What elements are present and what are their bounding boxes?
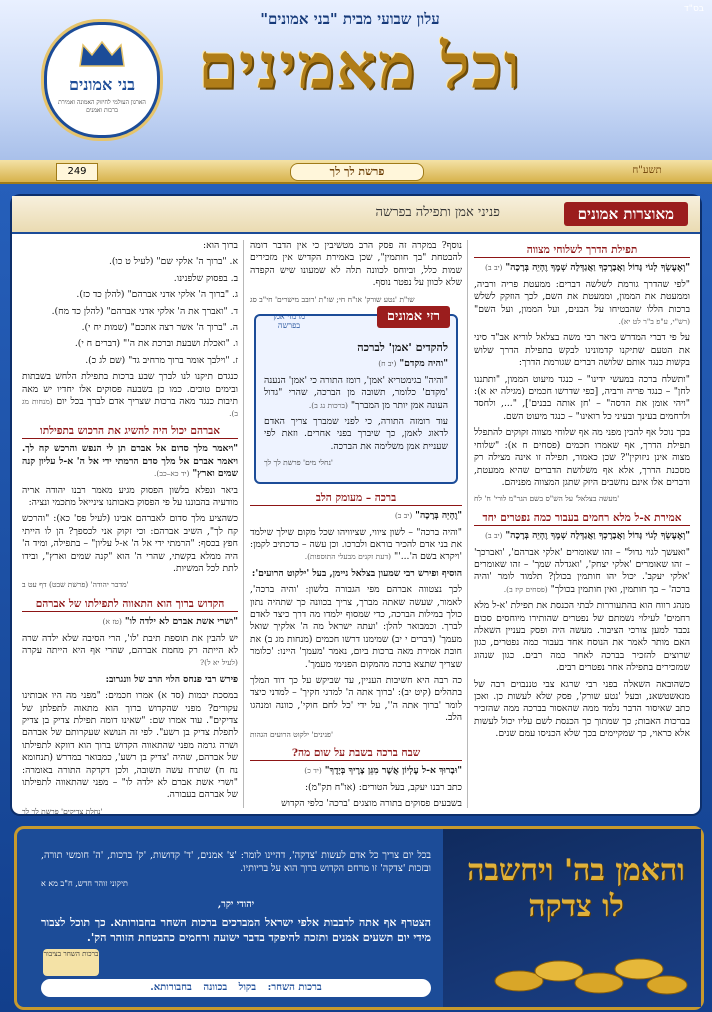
main-panel bbox=[12, 196, 700, 814]
parsha-name: פרשת לך לך bbox=[290, 163, 424, 181]
masthead-subtitle: עלון שבועי מבית "בני אמונים" bbox=[260, 10, 440, 28]
paragraph: "והיה" בגימטריא 'אמן', רומז התורה כי 'אמן' הנענה 'מקדם' כלומר, תשובה מן הברכה, שהרי "גדול העונה אמן יותר מן המברך" bbox=[264, 374, 448, 411]
paragraph: לכך נצטווה אברהם מפי הגבורה בלשון: 'והיה ברכה', לאמור, שעשה שאתה מברך, צריך בכוונה כך שתהיה נתון כולך במילות הברכה, כדי שמסוף ילמדו מה דרך כיצד לאדם לברך. וכמבואר להלן: 'ועתה ישראל מה ה' אלקיך שואל מעמך' (דברים י יב) שמימנו דרשו חכמים (מנחות מג ב) את חובת אמירת מאה ברכות ביום, נאמר 'מעמך' היינו: 'כלומר שצריך שתצא ברכה מהמקום הפנימי מעמך'. bbox=[250, 584, 462, 670]
list-item: ג. "ברוך ה' אלקי אדני אברהם" (להלן כד כז). bbox=[76, 289, 238, 301]
inset-title: להקדים 'אמן' לברכה bbox=[357, 341, 448, 355]
list-item: ה. "ברוך ה' אשר רצה אתכם" (שמות יח י). bbox=[81, 322, 238, 334]
column-divider bbox=[467, 240, 468, 808]
article-heading: ברכה – מעומק הלב bbox=[250, 492, 462, 506]
promo-source: תיקוני זוהר חדש, ח"ב מא א bbox=[41, 879, 128, 888]
verse-quote: "וְאֶעֶשְׂךָ לְגוֹי גָּדוֹל וַאֲבָרֶכְךָ וַאֲגַדְּלָה שְׁמֶךָ וֶהְיֵה בְּרָכָה" bbox=[505, 530, 690, 542]
promo-bar-item: בקול bbox=[238, 982, 257, 993]
paragraph: "ואעשך לגוי גדול" – זהו שאומרים 'אלקי אברהם', 'ואברכך' – זהו שאומרים 'אלקי יצחק', 'ואגדלה שמך' – זהו שאומרים 'אלקי יעקב'. יכול יהו חותמין בכולן? תלמוד לומר 'והיה ברכה' – בך חותמין, ואין חותמין בכולך" bbox=[474, 546, 690, 595]
logo-text: בני אמונים bbox=[69, 75, 135, 94]
section-title: מאוצרות אמונים bbox=[564, 202, 688, 226]
source-citation: (לעיל יא ל)? bbox=[200, 658, 238, 668]
article-source: 'מדבר יהודה' (פרשת שבט) דף עט ב bbox=[22, 580, 129, 590]
list-item: ד. "ואברך את ה' אלקי אדני אברהם" (להלן כד מח). bbox=[51, 305, 238, 317]
paragraph: יש להבין את תוספת תיבת 'לו', הרי הסיבה שלא ילדה שרה לא הייתה רק מחמת אברהם, שהרי אף היא הייתה עקרה bbox=[22, 632, 238, 656]
year-label: תשע"ח bbox=[632, 165, 662, 176]
list-item: א. "ברוך ה' אלקי שם" (לעיל ט כו). bbox=[108, 256, 238, 268]
promo-text bbox=[41, 849, 431, 945]
article-heading: הקדוש ברוך הוא התאווה לתפילתו של אברהם bbox=[22, 598, 238, 612]
issue-number: 249 bbox=[56, 163, 98, 181]
paragraph: פירש רבי פנחס הלוי הרב של וונגרוב: bbox=[105, 673, 238, 685]
article-heading: תפילת הדרך לשלוחי מצווה bbox=[474, 244, 690, 258]
crown-icon bbox=[77, 39, 127, 69]
masthead-title: וכל מאמינים bbox=[198, 30, 522, 103]
article-columns bbox=[22, 240, 690, 816]
paragraph: הוסיף ופירש רבי שמעון בצלאל ניימן, בעל 'ילקוט הרועים': bbox=[251, 567, 462, 579]
promo-call: הצטרף אף אתה לרבבות אלפי ישראל המברכים ברכות השחר בחבורותא. כך תוכל לצבור מידי יום תשעים אמנים ותזכה להיפקד בדבר ישועה ורחמים כהבטחת הזוהר הק'. bbox=[41, 916, 431, 944]
promo-label: יהודי יקר, bbox=[217, 899, 255, 910]
paragraph: "לפי שהדרך גורמת לשלשה דברים: ממעטת פריה ורביה, וממעטת את הממון, וממעטת את השם, לכך הוזקק לשלש ברכות הללו שהבטיחו על הבנים, ועל הממון, ועל השם" bbox=[474, 278, 690, 315]
paragraph: כנגדם תיקנו לנו לברך שבע ברכות בתפילת הלחש בשבתות ובימים טובים. כמו כן בשבעה פסוקים אלו יחדיו יש מאה תיבות כנגד מאה ברכות שצריך אדם לברך בכל יום bbox=[22, 371, 238, 408]
article-source: 'נחלת צדיקים' פרשת לך לך bbox=[22, 806, 103, 816]
article-heading: אמירת א-ל מלא רחמים בעבור כמה נפטרים יחד bbox=[474, 512, 690, 526]
paragraph: ברוך הוא: bbox=[203, 240, 238, 251]
verse-quote: "ושרי אשת אברם לא ילדה לו" bbox=[124, 616, 238, 628]
verse-source: (טז א) bbox=[102, 617, 122, 627]
verse-source: (יד כא–כב). bbox=[154, 469, 190, 479]
source-citation: (ברכות נג ב). bbox=[308, 400, 348, 410]
paragraph: כשהציע מלך סדום לאברהם אבינו (לעיל פס' כא): "והרכש קח לך", השיב אברהם: וכי זקוק אני לכספך? הן לו הייתי חפץ בכסף: "הרמתי ידי אל ה' א-ל עליון" – בתפילה, ומיד ה' היה ממלא בקשתי, שהרי ה' הוא "קנה שמים וארץ", ובידו לתת לכל המשיות. bbox=[22, 513, 238, 574]
verse-quote: "ויאמר מלך סדום אל אברם תן לי הנפש והרכש קח לך. ויאמר אברם אל מלך סדם הרמתי ידי אל ה' א-ל עליון קנה שמים וארץ" bbox=[22, 443, 238, 480]
verse-source: (יב ב) bbox=[485, 531, 503, 541]
list-item: ו. "ואכלת ושבעת וברכת את ה'" (דברים ח י). bbox=[74, 338, 238, 350]
promo-bar-item: בחבורותא. bbox=[150, 982, 192, 993]
section-banner bbox=[12, 196, 700, 234]
paragraph: כתב רבנו יעקב, בעל הטורים: (או"ח תק"מ): bbox=[304, 781, 462, 793]
paragraph: על פי דברי המדרש ביאר רבי משה בצלאל לוריא אב"ד סיני את הטעם שתיקנו קדמונינו לבקש בתפילת הדרך שלוש בקשות כנגד אותם שלושה דברים שגורמת הדרך: bbox=[474, 332, 690, 369]
article-source: שו"ת 'נטע שורק' או"ח חי; שו"ת 'דובב מישרים' חי"ב סג bbox=[250, 294, 415, 304]
column-divider bbox=[243, 240, 244, 808]
verse-source: (יב ב) bbox=[485, 263, 503, 273]
paragraph: נוסף? במקרה זה פסק הרב מטשיבין כי אין הדבר דומה להבטחת "בך חותמין", שכן באמירת הקדיש אין מזכירים שמות כלל, וביוחס לכוונה תלה לא שמעונו שיש הקפדה שלא לכוון על נפטר נוסף. bbox=[250, 240, 462, 289]
source-citation: (רש"י, ע"פ ב"ר לט יא). bbox=[618, 317, 690, 327]
section-subtitle: פניני אמן ותפילה בפרשה bbox=[375, 205, 500, 220]
column-middle bbox=[250, 240, 462, 808]
paragraph: בכך נוכל אף להבין מפני מה אף שלוחי מצווה זקוקים להתפלל תפילת הדרך, אף שאמרו חכמים (פסחים ח א): "שלוחי מצוה אינן ניזוקין"? שכן כאמור, תפילה זו אינה מצילה רק מסכנת הדרך, אלא אף משלושת הדברים שהיא ממעטת, ודברים אלו אינם נחשבים היזק שתגן המצווה מפניהם. bbox=[474, 427, 690, 488]
coins-icon bbox=[489, 941, 689, 999]
verse-source: (יב ב) bbox=[394, 511, 413, 521]
logo-subtext: הארגון העולמי לחיזוק האמונה ואמירת ברכות ואמנים bbox=[58, 99, 146, 114]
paragraph: כה רבה היא חשיבות העניין, עד שביקש על כך דוד המלך בתהלים (קיט יב): 'ברוך אתה ה' למדני חקיך' – למדני כיצד לומר 'ברוך אתה ה'', על ידי 'כל לחם חוקי', כוונה ומנהגו הלב. bbox=[250, 674, 462, 724]
promo-logo: ברכות השחר בציבור bbox=[43, 949, 99, 976]
promo-art-title: והאמן בה' ויחשבה לו צדקה bbox=[467, 853, 685, 924]
promo-bar-item: ברכות השחר: bbox=[267, 982, 322, 993]
column-right bbox=[474, 240, 690, 808]
article-heading: אברהם יכול היה להשיג את הרכוש בתפילתו bbox=[22, 425, 238, 439]
inset-note: מרמזי אמן בפרשה bbox=[273, 312, 305, 331]
promo-bar-item: בכוונה bbox=[203, 982, 228, 993]
verse-source: (יד כ) bbox=[304, 766, 322, 776]
promo-art bbox=[443, 829, 701, 1007]
source-citation: (פסחים קיז ב). bbox=[503, 584, 548, 594]
paragraph: "והיה ברכה" – לשון ציווי, שציוויהו שכל מקום שילך שילמד את בני אדם להכיר בוראם ולברכו. וכן עשה – כדכתיב לקמן: 'ויקרא בשם ה'...'" bbox=[250, 526, 462, 563]
article-heading: שבח ברכה בשבת על שום מה? bbox=[250, 747, 462, 761]
masthead bbox=[0, 0, 712, 163]
paragraph: מנהג רווח הוא בהתעוררות לבתי הכנסת את תפילת 'א-ל מלא רחמים' לעילוי נשמתם של נפטרים שהותירו מיוחסים סכום נכבד למען צורכי הציבור. מעשה היה ופסק בעניין השאלה האם מותר לאמר את הנוסח אחד בעבור כמה נפטרים, כגון שרוצים להזכיר בברכה לאחר כמה רבים. כגון שנהוג שמזכירים בתפילה אחר נפטרים רבים. bbox=[474, 600, 690, 674]
inset-tag: רזי אמונים bbox=[377, 306, 450, 328]
bsd-mark: בס"ד bbox=[683, 4, 704, 14]
verse-quote: "וְאֶעֶשְׂךָ לְגוֹי גָּדוֹל וַאֲבָרֶכְךָ וַאֲגַדְּלָה שְׁמֶךָ וֶהְיֵה בְּרָכָה" bbox=[505, 262, 690, 274]
promo-box bbox=[14, 826, 704, 1010]
paragraph: עוד רומזה התורה, כי לפני שמברך צריך האדם לדאוג לאמן, כך שיברך בפני אחרים. וזאת לפי שעניית אמן משלימה את הברכה. bbox=[264, 416, 448, 452]
verse-quote: "וֶהְיֵה בְּרָכָה" bbox=[415, 510, 462, 522]
paragraph: כשהובאה השאלה בפני רבי שרגא צבי טננבוים רבה של מנאשטשאנ, ובעל 'נטע שורק', פסק שלא לעשות כן. ואכן כתב שאיסור הדבר נלמד ממה שהאסור בברכה ממה שהזכיר בברכות האבות; כך שמתוך כך הכנסת לשם עליו יכול לעשות אלא כראוי, כך שמקיימים בכך שלא הכניסו עמם שנים. bbox=[474, 678, 690, 740]
list-item: ב. בפסוק שלפנינו. bbox=[173, 272, 238, 284]
article-source: 'פנינים' ילקוט הרועים הגהות bbox=[250, 729, 334, 739]
source-citation: (מנחות מג ב). bbox=[22, 397, 238, 419]
source-citation: (דעת זקנים מבעלי התוספות). bbox=[304, 552, 392, 562]
promo-bar bbox=[41, 979, 431, 997]
column-left bbox=[22, 240, 238, 816]
list-item: ז. "וילבך אומר ברוך מרחיב גד" (שם לג כ). bbox=[85, 354, 238, 366]
verse-source: (יב ח) bbox=[378, 359, 397, 369]
logo bbox=[44, 22, 160, 138]
paragraph: ביאר ונפלא בלשון הפסוק מגיע מאמר רבנו יהודה אריה מודעיה בהבוננו על פי הפסוק באבותנו צינייאל מתכמי ונציה: bbox=[22, 484, 238, 508]
promo-paragraph: בכל יום צריך כל אדם לעשות 'צדקה', דהיינו לומר: 'צ' אמנים, 'ד' קדושות, 'ק' ברכות, 'ה' חומשי תורה, ובזכות 'צדקה' זו מרחם הקדוש ברוך הוא על בריותיו. bbox=[41, 850, 431, 874]
verse-list bbox=[22, 256, 238, 367]
article-source: 'מעשה בצלאל' על הש"ס בשם הגר"מ לורי' ח' לח bbox=[474, 494, 620, 504]
paragraph: "ותשלח ברכה במעשי ידינו" – כנגד מיעוט הממון, "ותתננו לחן" – כנגד פריה ורביה, [כפי שדרשו חכמים (מגילה יא א): "ויהי אומן את הדסה" – 'חן אותה בבנים'], "..., ולחסד ולרחמים בעינך ובעיני כל רואינו" – כנגד מיעוט השם. bbox=[474, 373, 690, 422]
inset-box bbox=[254, 309, 458, 484]
article-source: 'נחלי מים' פרשת לך לך bbox=[264, 458, 333, 468]
verse-quote: "וּבָרוּךְ א-ל עֶלְיוֹן אֲשֶׁר מִגֵּן צָרֶיךָ בְּיָדֶךָ" bbox=[324, 765, 462, 777]
paragraph: בשבעים פסוקים בתורה מוצגים 'ברכה' כלפי הקדוש bbox=[281, 798, 462, 810]
paragraph: במסכת יבמות (סד א) אמרו חכמים: "מפני מה היו אבותינו עקורים? מפני שהקדוש ברוך הוא מתאוה לתפלתן של צדיקים". עוד אמרו שם: "שאינו דומה תפילת צדיק בן צדיק לתפלת צדיק בן רשע". לפי זה הנושא שעקרותם של אברהם ושרה גרמה מפני שהתאווה הקדוש ברוך הוא דווקא לתפילתו של אברהם, שהיה 'צדיק בן רשע', כמבואר במדרש (תנחומא נח ח) שתרח עשה תשובה, ולכן דקדקה התורה באומרה: "ושרי אשת אברם לא ילדה לו" – מפני שהתאווה לתפילתו של אברהם בעבורה. bbox=[22, 690, 238, 801]
verse-quote: "והיה מקדם" bbox=[399, 358, 448, 370]
